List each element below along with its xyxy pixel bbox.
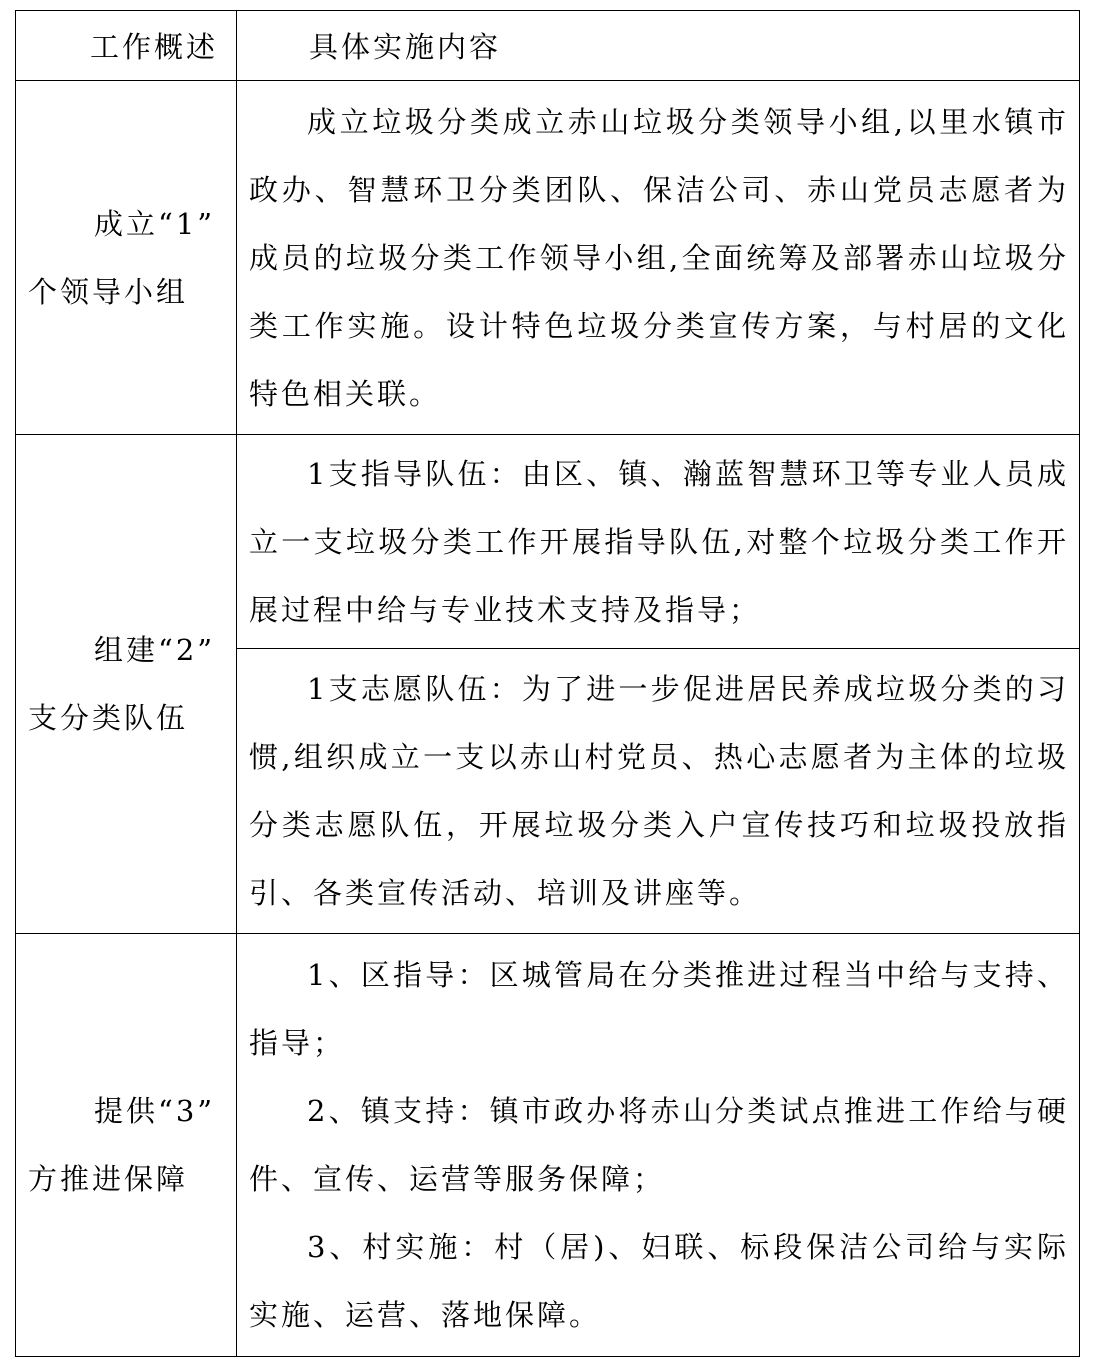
overview-text-line2: 方推进保障: [28, 1162, 189, 1196]
content-paragraph: 3、村实施：村（居)、妇联、标段保洁公司给与实际实施、运营、落地保障。: [249, 1230, 1069, 1332]
content-cell: [237, 435, 1080, 649]
content-paragraph: 1、区指导：区城管局在分类推进过程当中给与支持、指导；: [249, 958, 1069, 1060]
overview-text-line2: 支分类队伍: [28, 701, 189, 735]
overview-cell: [16, 435, 237, 934]
table-header-row: [16, 11, 1080, 81]
content-paragraph: 成立垃圾分类成立赤山垃圾分类领导小组,以里水镇市政办、智慧环卫分类团队、保洁公司、赤山党员志愿者为成员的垃圾分类工作领导小组,全面统筹及部署赤山垃圾分类工作实施。设计特色垃圾分类宣传方案，与村居的文化特色相关联。: [249, 104, 1069, 411]
content-cell: [237, 81, 1080, 435]
overview-text-line1: 成立“1”: [94, 206, 216, 241]
header-content: 具体实施内容: [237, 11, 1080, 81]
overview-text-line2: 个领导小组: [28, 274, 189, 309]
overview-text-line1: 组建“2”: [94, 633, 216, 667]
table-row: [16, 435, 1080, 649]
content-paragraph: 1支志愿队伍：为了进一步促进居民养成垃圾分类的习惯,组织成立一支以赤山村党员、热心志愿者为主体的垃圾分类志愿队伍，开展垃圾分类入户宣传技巧和垃圾投放指引、各类宣传活动、培训及讲座等。: [249, 672, 1069, 910]
content-cell: [237, 934, 1080, 1357]
overview-cell: [16, 934, 237, 1357]
table-row: [16, 81, 1080, 435]
header-overview: 工作概述: [16, 11, 237, 81]
table-row: [16, 934, 1080, 1357]
content-paragraph: 2、镇支持：镇市政办将赤山分类试点推进工作给与硬件、宣传、运营等服务保障；: [249, 1094, 1069, 1196]
overview-text-line1: 提供“3”: [94, 1094, 216, 1128]
content-paragraph: 1支指导队伍：由区、镇、瀚蓝智慧环卫等专业人员成立一支垃圾分类工作开展指导队伍,对整个垃圾分类工作开展过程中给与专业技术支持及指导；: [249, 456, 1069, 627]
overview-cell: [16, 81, 237, 435]
work-table: [15, 10, 1080, 1357]
content-cell: [237, 649, 1080, 934]
